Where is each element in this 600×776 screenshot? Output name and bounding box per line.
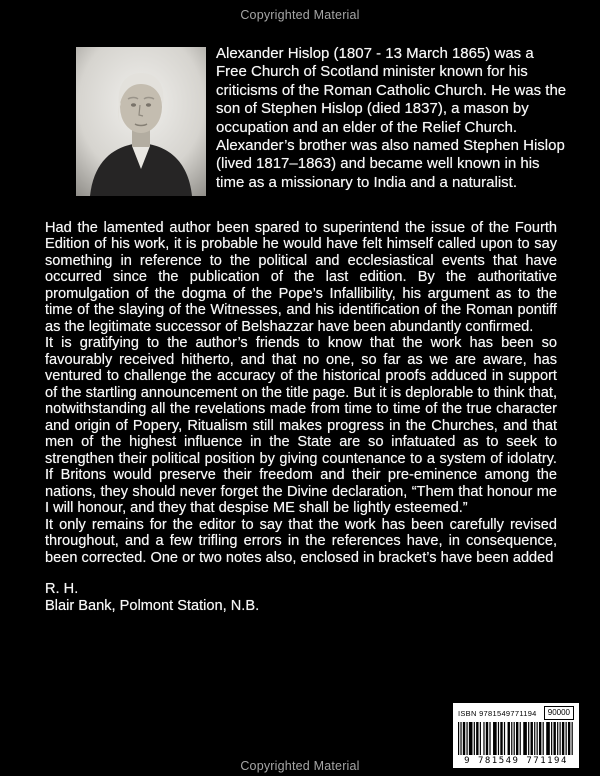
isbn-digits: 9 781549 771194	[464, 756, 568, 766]
barcode-bars	[458, 722, 574, 755]
barcode-header	[458, 706, 574, 720]
editor-initials: R. H.	[45, 581, 79, 598]
preface-paragraph-1: Had the lamented author been spared to superintend the issue of the Fourth Edition of his work, it is probable he would have felt himself called upon to say something in reference to the political and ecclesiastical events that have occurred since the publication of the last edition. By the authoritative promulgation of the dogma of the Pope’s Infallibility, his argument as to the time of the slaying of the Witnesses, and his identification of the Roman pontiff as the legitimate successor of Belshazzar have been abundantly confirmed.	[45, 220, 557, 335]
copyright-notice-bottom: Copyrighted Material	[240, 759, 360, 773]
editor-address: Blair Bank, Polmont Station, N.B.	[45, 597, 260, 614]
author-portrait	[76, 47, 206, 196]
copyright-notice-top: Copyrighted Material	[240, 8, 360, 22]
preface-paragraph-3: It only remains for the editor to say that the work has been carefully revised throughout, and a few trifling errors in the references have, in consequence, been corrected. One or two notes also, enclosed in bracket’s have been added	[45, 516, 557, 566]
preface-text	[45, 220, 557, 614]
portrait-image	[76, 47, 206, 196]
preface-paragraph-2: It is gratifying to the author’s friends to know that the work has been so favourably received hitherto, and that no one, so far as we are aware, has ventured to challenge the accuracy of the historical proofs adduced in support of the startling announcement on the title page. But it is deplorable to think that, notwithstanding all the revelations made from time to time of the true character and origin of Popery, Ritualism still makes progress in the Churches, and that men of the highest influence in the State are so infatuated as to seek to strengthen their political position by giving countenance to a system of idolatry. If Britons would preserve their freedom and their pre-eminence among the nations, they should never forget the Divine declaration, “Them that honour me I will honour, and they that despise ME shall be lightly esteemed.”	[45, 335, 557, 517]
isbn-label: ISBN 9781549771194	[458, 709, 537, 718]
price-code: 90000	[544, 706, 574, 720]
author-bio: Alexander Hislop (1807 - 13 March 1865) was a Free Church of Scotland minister known for his criticisms of the Roman Catholic Church. He was the son of Stephen Hislop (died 1837), a mason by occupation and an elder of the Relief Church. Alexander’s brother was also named Stephen Hislop (lived 1817–1863) and became well known in his time as a missionary to India and a naturalist.	[216, 45, 567, 191]
